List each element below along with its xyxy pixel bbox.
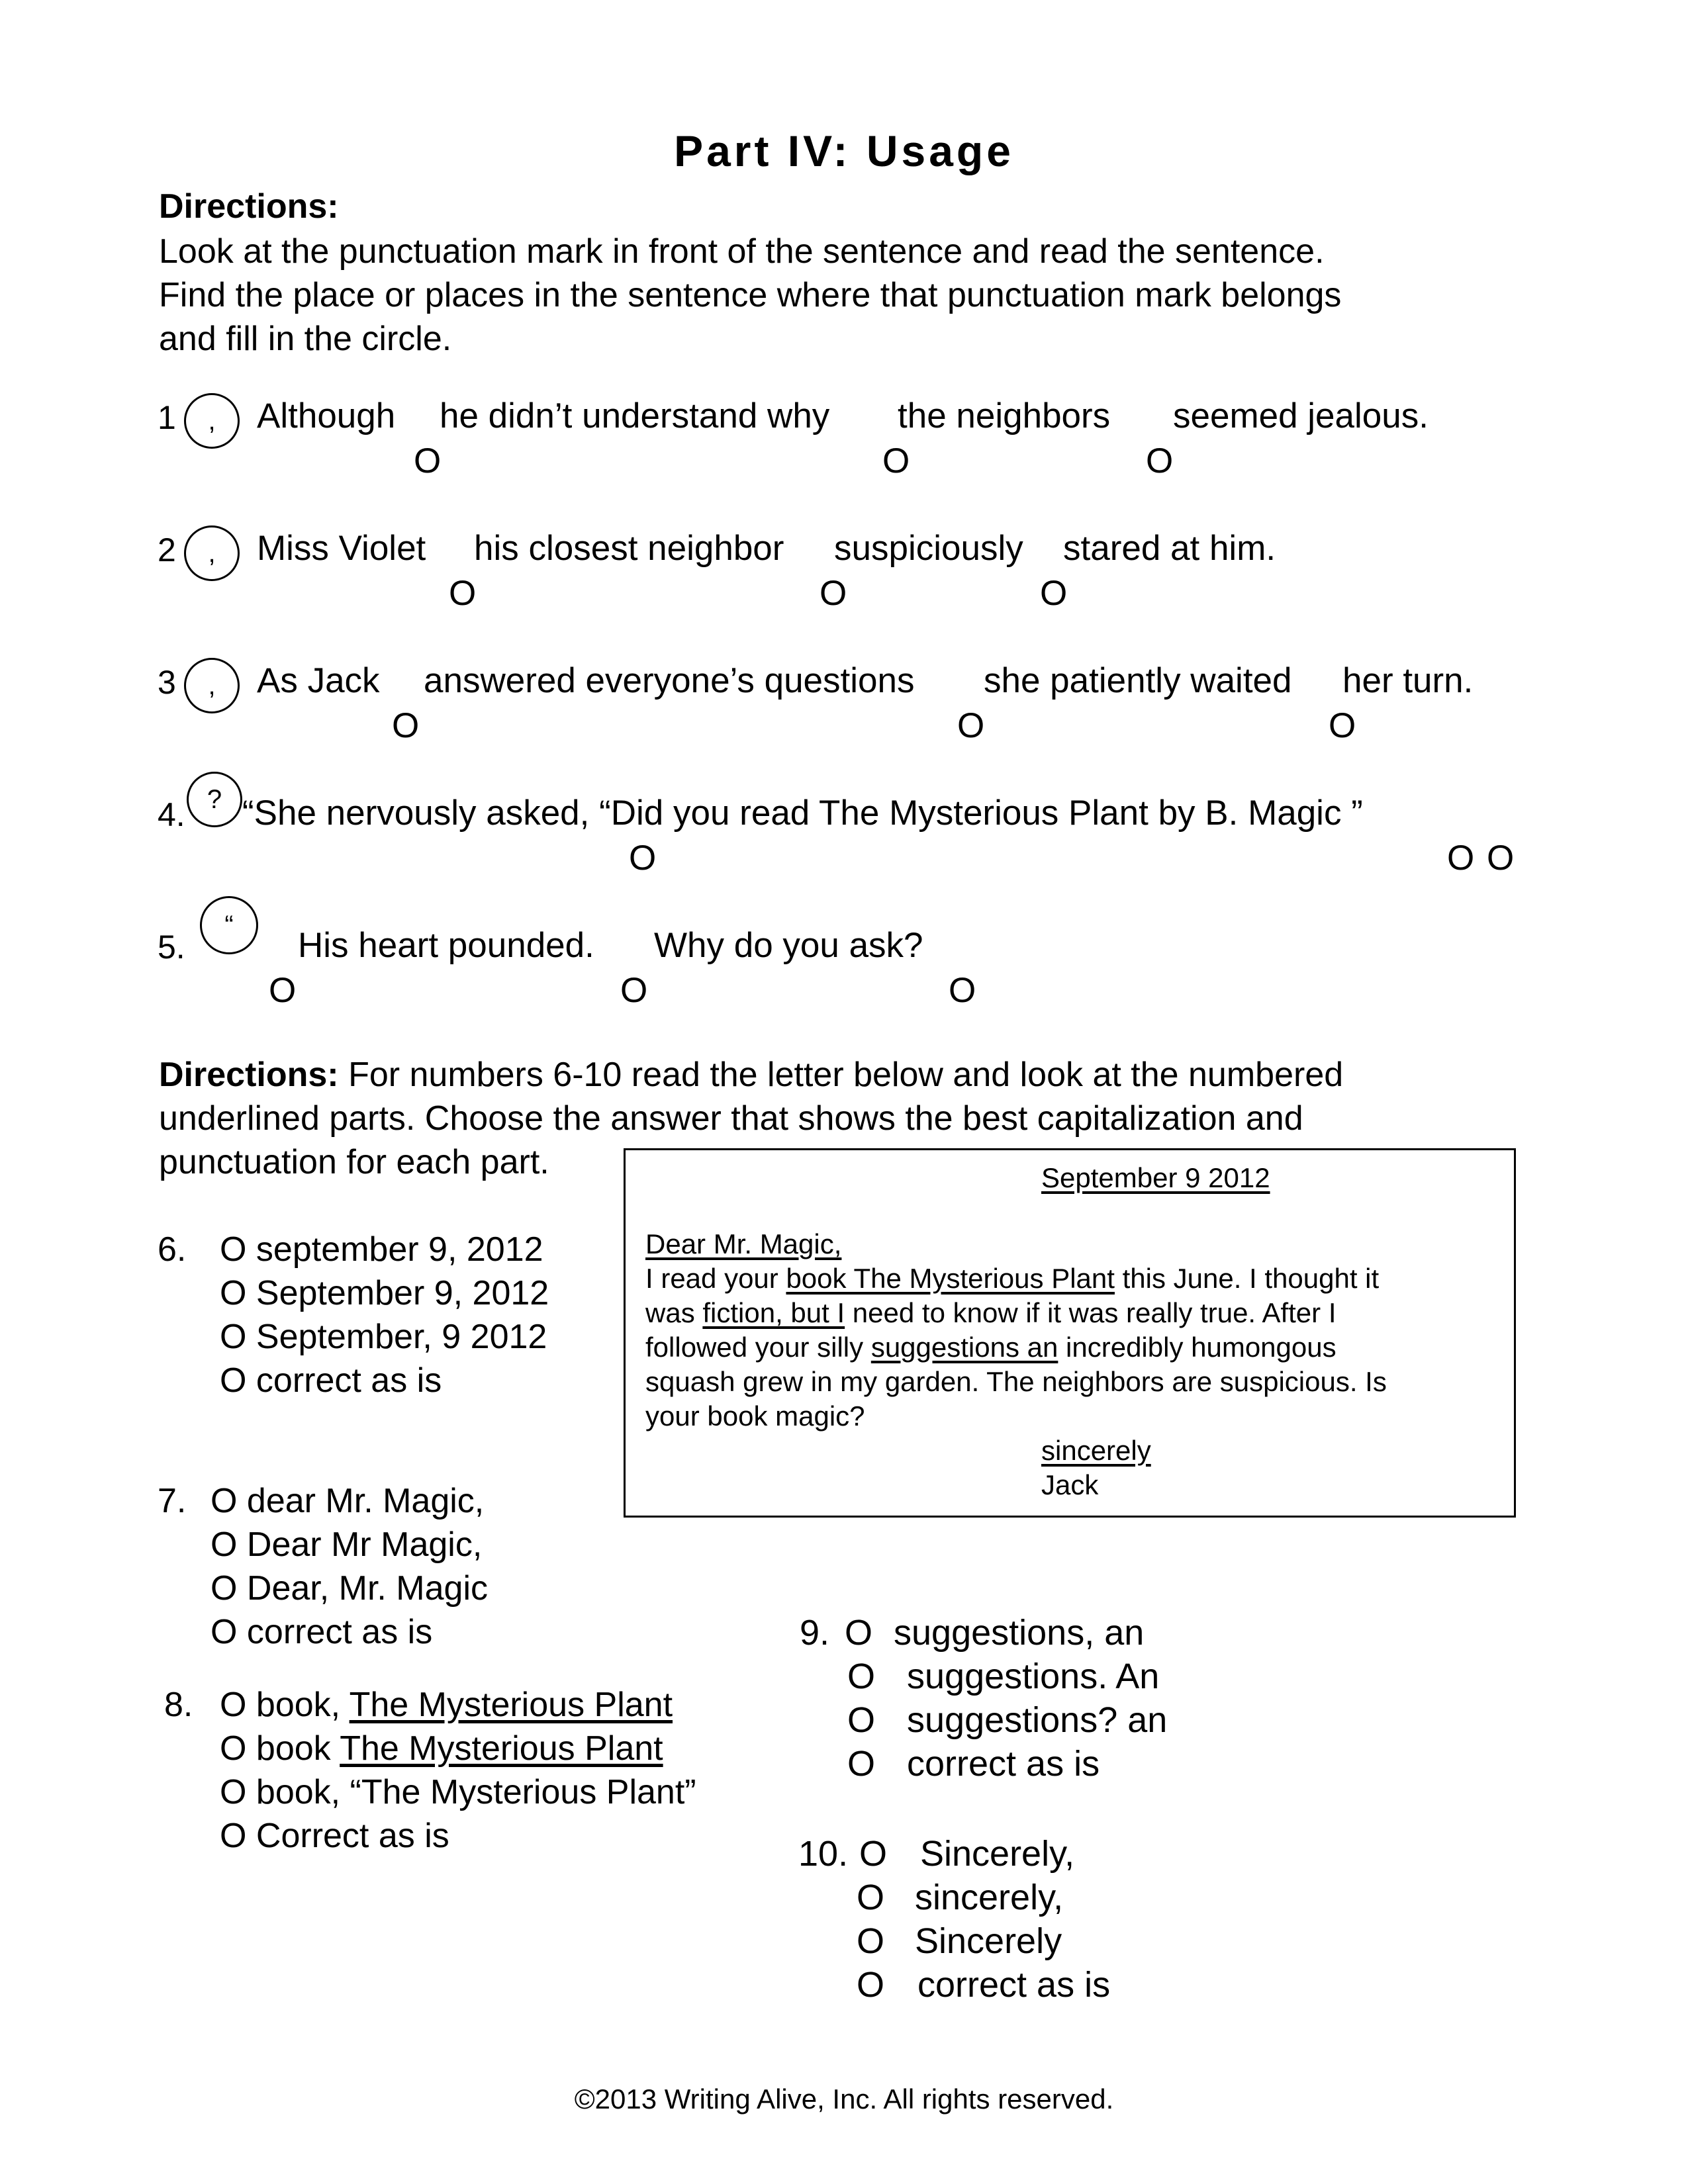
directions-line: Look at the punctuation mark in front of the sentence and read the sentence. [159, 232, 1325, 271]
sentence-segment: suspiciously [834, 529, 1023, 568]
letter-signature: Jack [1041, 1469, 1099, 1500]
punctuation-mark-circle [184, 393, 240, 449]
question-number: 4. [158, 796, 185, 833]
answer-bubble[interactable]: O [857, 1878, 885, 1917]
answer-bubble[interactable]: O [1487, 839, 1515, 878]
answer-bubble[interactable]: O [847, 1744, 876, 1784]
letter-closing: sincerely [1041, 1435, 1151, 1466]
punctuation-mark-circle [200, 896, 258, 954]
answer-bubble[interactable]: O [847, 1700, 876, 1740]
answer-option[interactable] [211, 1569, 488, 1608]
option-text: Correct as is [256, 1817, 449, 1855]
directions-heading: Directions: [159, 187, 339, 226]
answer-option[interactable] [220, 1729, 663, 1768]
answer-bubble[interactable]: O [1146, 441, 1174, 480]
letter-line [645, 1297, 1336, 1329]
answer-bubble[interactable]: O [857, 1921, 885, 1961]
sentence-segment: her turn. [1342, 661, 1474, 700]
answer-option[interactable] [211, 1525, 482, 1565]
answer-bubble[interactable]: O [211, 1613, 238, 1651]
answer-bubble[interactable]: O [220, 1686, 247, 1724]
option-text: correct as is [246, 1613, 433, 1651]
punctuation-mark: “ [224, 911, 234, 940]
option-text: Sincerely, [920, 1834, 1075, 1874]
answer-option[interactable] [211, 1481, 484, 1521]
answer-bubble[interactable]: O [211, 1525, 238, 1564]
option-text: september 9, 2012 [256, 1230, 543, 1269]
answer-bubble[interactable]: O [1329, 706, 1356, 745]
answer-bubble[interactable]: O [220, 1729, 247, 1768]
answer-bubble[interactable]: O [220, 1318, 247, 1356]
directions-line: Find the place or places in the sentence where that punctuation mark belongs [159, 276, 1342, 314]
question-number: 1 [158, 399, 176, 436]
option-text: book, [256, 1686, 350, 1724]
punctuation-mark: , [208, 671, 216, 700]
punctuation-mark: , [208, 539, 216, 568]
question-number: 5. [158, 929, 185, 966]
letter-underlined-part: fiction, but I [702, 1297, 845, 1328]
answer-bubble[interactable]: O [859, 1834, 888, 1874]
sentence-segment: As Jack [257, 661, 380, 700]
answer-option[interactable] [220, 1361, 442, 1400]
option-text: correct as is [917, 1965, 1111, 2005]
question-number: 3 [158, 664, 176, 701]
sentence-segment: Why do you ask? [654, 926, 923, 965]
punctuation-mark-circle [184, 525, 240, 581]
sentence-segment: Although [257, 396, 396, 435]
answer-bubble[interactable]: O [820, 574, 847, 613]
letter-line: squash grew in my garden. The neighbors are suspicious. Is [645, 1366, 1387, 1397]
option-text: suggestions. An [907, 1657, 1160, 1696]
answer-bubble[interactable]: O [414, 441, 442, 480]
answer-bubble[interactable]: O [211, 1569, 238, 1608]
punctuation-mark: ? [207, 785, 222, 814]
answer-option[interactable] [220, 1685, 673, 1725]
answer-bubble[interactable]: O [845, 1613, 873, 1653]
letter-text: this June. I thought it [1114, 1263, 1380, 1294]
option-text: sincerely, [915, 1878, 1064, 1917]
directions-2-line [159, 1055, 1343, 1095]
letter-date: September 9 2012 [1041, 1162, 1270, 1193]
directions-2-text: For numbers 6-10 read the letter below and look at the numbered [348, 1056, 1344, 1094]
answer-bubble[interactable]: O [629, 839, 657, 878]
answer-bubble[interactable]: O [220, 1773, 247, 1811]
question-number: 6. [158, 1230, 187, 1269]
letter-text: was [645, 1297, 703, 1328]
directions-line: and fill in the circle. [159, 320, 452, 358]
letter-line: your book magic? [645, 1400, 865, 1432]
answer-bubble[interactable]: O [620, 971, 648, 1010]
letter-line [645, 1332, 1336, 1363]
answer-bubble[interactable]: O [1040, 574, 1068, 613]
sentence-segment: she patiently waited [984, 661, 1292, 700]
answer-bubble[interactable]: O [882, 441, 910, 480]
answer-bubble[interactable]: O [392, 706, 420, 745]
answer-bubble[interactable]: O [220, 1274, 247, 1312]
sentence-segment: answered everyone’s questions [424, 661, 915, 700]
answer-option[interactable] [220, 1772, 696, 1812]
punctuation-mark-circle [187, 772, 242, 827]
answer-bubble[interactable]: O [449, 574, 477, 613]
sentence-segment: the neighbors [898, 396, 1111, 435]
option-text: dear Mr. Magic, [246, 1482, 485, 1520]
letter-greeting: Dear Mr. Magic, [645, 1228, 842, 1259]
page-title: Part IV: Usage [674, 126, 1014, 175]
question-number: 7. [158, 1482, 187, 1520]
sentence-segment: “She nervously asked, “Did you read The Mysterious Plant by B. Magic ” [242, 794, 1363, 833]
letter-text: I read your [645, 1263, 786, 1294]
answer-bubble[interactable]: O [847, 1657, 876, 1696]
answer-bubble[interactable]: O [220, 1230, 247, 1269]
option-text: suggestions? an [907, 1700, 1168, 1740]
option-text: suggestions, an [894, 1613, 1145, 1653]
answer-option[interactable] [220, 1230, 543, 1269]
directions-2-heading: Directions: [159, 1056, 339, 1094]
book-title: The Mysterious Plant [340, 1729, 663, 1768]
sentence-segment: Miss Violet [257, 529, 426, 568]
letter-text: followed your silly [645, 1332, 871, 1363]
answer-option[interactable] [211, 1612, 432, 1652]
letter-text: need to know if it was really true. After I [845, 1297, 1336, 1328]
option-text: Dear, Mr. Magic [246, 1569, 489, 1608]
option-text: September, 9 2012 [256, 1318, 547, 1356]
punctuation-mark: , [208, 406, 216, 435]
sentence-segment: stared at him. [1063, 529, 1276, 568]
question-number: 10. [798, 1834, 849, 1874]
option-text: September 9, 2012 [256, 1274, 549, 1312]
book-title: The Mysterious Plant [349, 1686, 673, 1724]
answer-option[interactable] [220, 1816, 449, 1856]
directions-2-line: underlined parts. Choose the answer that shows the best capitalization and [159, 1099, 1303, 1138]
option-text: correct as is [907, 1744, 1100, 1784]
answer-bubble[interactable]: O [949, 971, 976, 1010]
letter-box [624, 1148, 1516, 1518]
letter-line [645, 1263, 1379, 1295]
sentence-segment: his closest neighbor [474, 529, 784, 568]
punctuation-mark-circle [184, 658, 240, 713]
letter-underlined-part: suggestions an [870, 1332, 1058, 1363]
answer-option[interactable] [220, 1273, 549, 1313]
option-text: correct as is [256, 1361, 442, 1400]
option-text: book [256, 1729, 340, 1768]
letter-text: incredibly humongous [1058, 1332, 1336, 1363]
answer-bubble[interactable]: O [957, 706, 985, 745]
answer-option[interactable] [220, 1317, 547, 1357]
option-text: book, “The Mysterious Plant” [256, 1773, 696, 1811]
sentence-segment: he didn’t understand why [440, 396, 830, 435]
answer-bubble[interactable]: O [211, 1482, 238, 1520]
option-text: Sincerely [915, 1921, 1062, 1961]
answer-bubble[interactable]: O [1447, 839, 1475, 878]
answer-bubble[interactable]: O [220, 1817, 247, 1855]
option-text: Dear Mr Magic, [246, 1525, 483, 1564]
letter-underlined-part: book The Mysterious Plant [786, 1263, 1115, 1294]
sentence-segment: His heart pounded. [298, 926, 594, 965]
question-number: 2 [158, 531, 176, 569]
copyright-footer: ©2013 Writing Alive, Inc. All rights reserved. [574, 2083, 1114, 2115]
directions-2-line: punctuation for each part. [159, 1143, 549, 1181]
question-number: 8. [164, 1686, 193, 1724]
answer-bubble[interactable]: O [857, 1965, 885, 2005]
sentence-segment: seemed jealous. [1173, 396, 1429, 435]
answer-bubble[interactable]: O [220, 1361, 247, 1400]
answer-bubble[interactable]: O [269, 971, 297, 1010]
question-number: 9. [800, 1613, 830, 1653]
